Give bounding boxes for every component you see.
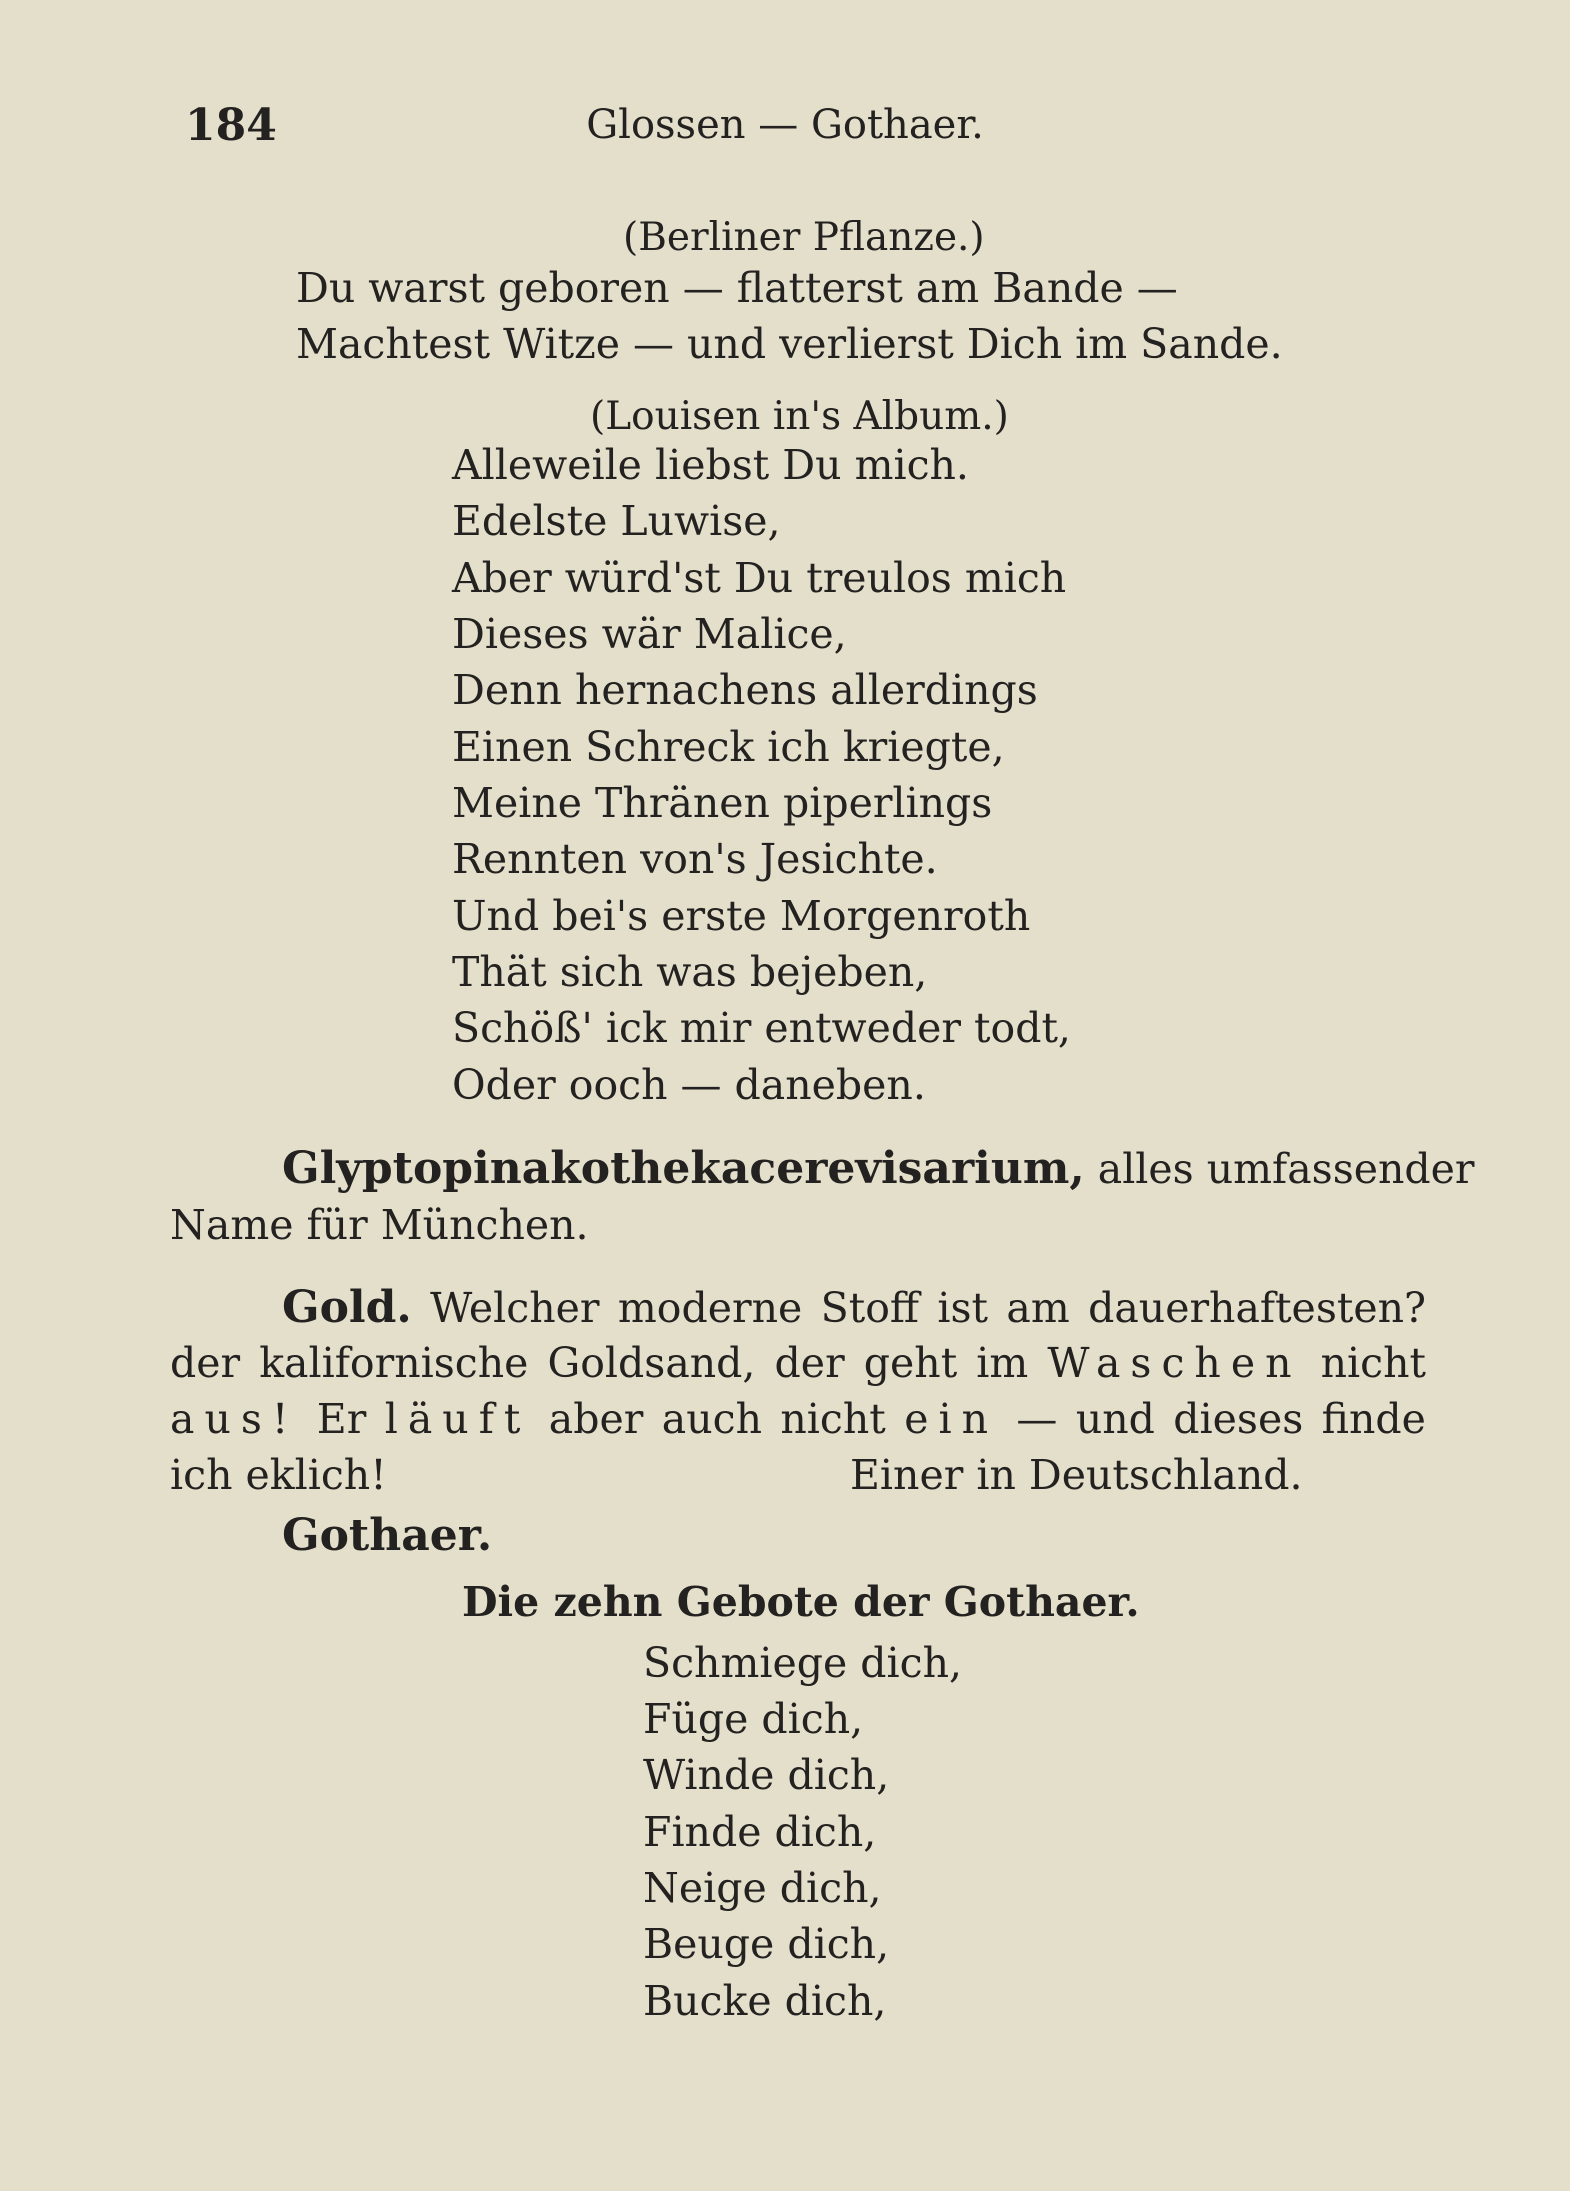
entry-text-spaced: aus! [170, 1395, 299, 1443]
poem2-line-3: Aber würd'st Du treulos mich [452, 554, 1067, 602]
poem1-line-1: Du warst geboren — flatterst am Bande — [296, 264, 1178, 312]
poem2-line-10: Thät sich was bejeben, [452, 948, 928, 996]
poem2-heading: (Louisen in's Album.) [590, 394, 1009, 439]
entry-text-spaced: Waschen [1047, 1339, 1302, 1387]
poem1-heading: (Berliner Pflanze.) [623, 215, 985, 260]
poem2-line-1: Alleweile liebst Du mich. [452, 441, 969, 489]
running-title: Glossen — Gothaer. [586, 102, 984, 148]
entry-text: — und dieses finde [1016, 1395, 1426, 1443]
gothaer-line-7: Bucke dich, [643, 1977, 887, 2025]
poem2-line-8: Rennten von's Jesichte. [452, 835, 938, 883]
entry-glypto-line-2: Name für München. [170, 1201, 589, 1249]
entry-term: Glyptopinakothekacerevisarium, [282, 1143, 1085, 1194]
poem2-line-6: Einen Schreck ich kriegte, [452, 723, 1005, 771]
entry-gold-line-3 [170, 1395, 1426, 1443]
poem2-line-11: Schöß' ick mir entweder todt, [452, 1004, 1071, 1052]
entry-gold-line-4: ich eklich! [170, 1451, 387, 1499]
page-header [0, 100, 1570, 160]
entry-gold-line-1 [282, 1282, 1426, 1333]
poem2-line-4: Dieses wär Malice, [452, 610, 847, 658]
entry-text-spaced: läuft [384, 1395, 531, 1443]
poem2-line-2: Edelste Luwise, [452, 497, 781, 545]
poem2-line-7: Meine Thränen piperlings [452, 779, 993, 827]
poem2-line-12: Oder ooch — daneben. [452, 1061, 926, 1109]
gothaer-line-1: Schmiege dich, [643, 1639, 963, 1687]
gothaer-line-3: Winde dich, [643, 1751, 890, 1799]
gothaer-line-5: Neige dich, [643, 1864, 882, 1912]
signature: Einer in Deutschland. [850, 1451, 1303, 1499]
gothaer-line-6: Beuge dich, [643, 1920, 890, 1968]
page-number: 184 [185, 100, 277, 151]
entry-glypto-line-1 [282, 1143, 1475, 1194]
poem1-line-2: Machtest Witze — und verlierst Dich im Sande. [296, 320, 1283, 368]
gothaer-line-2: Füge dich, [643, 1695, 864, 1743]
gothaer-heading: Die zehn Gebote der Gothaer. [462, 1578, 1140, 1626]
entry-text: aber auch nicht [548, 1395, 886, 1443]
entry-gothaer-term: Gothaer. [282, 1510, 493, 1561]
poem2-line-5: Denn hernachens allerdings [452, 666, 1038, 714]
entry-text-spaced: ein [904, 1395, 998, 1443]
entry-text: Welcher moderne Stoff ist am dauerhaftesten? [430, 1284, 1426, 1332]
gothaer-line-4: Finde dich, [643, 1808, 877, 1856]
entry-text: alles umfassender [1097, 1145, 1475, 1193]
entry-text: der kalifornische Goldsand, der geht im [170, 1339, 1029, 1387]
entry-text: Er [316, 1395, 367, 1443]
poem2-line-9: Und bei's erste Morgenroth [452, 892, 1031, 940]
entry-gold-line-2 [170, 1339, 1426, 1387]
entry-term: Gold. [282, 1282, 412, 1333]
entry-text: nicht [1320, 1339, 1426, 1387]
